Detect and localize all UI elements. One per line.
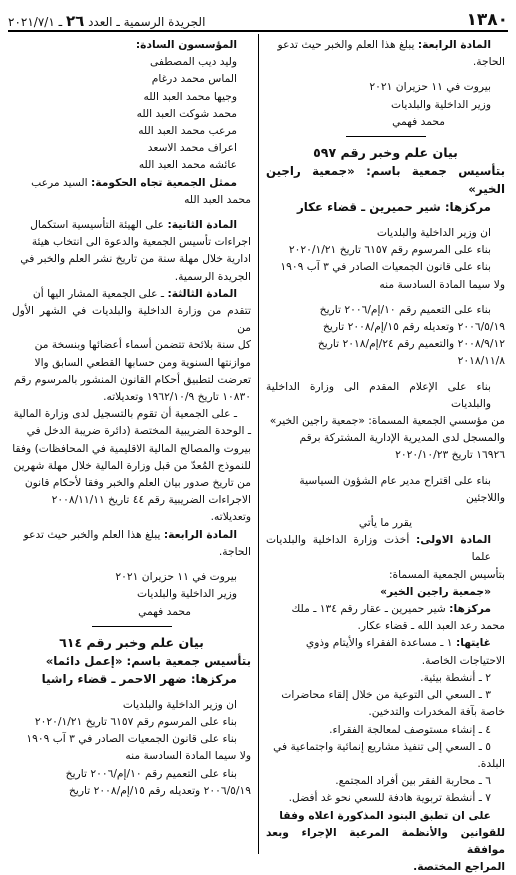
article-text: الجريدة الرسمية. [174,269,251,283]
article-text: يبلغ هذا العلم والخبر حيث تدعو [23,527,164,541]
signature-name: محمد فهمي [392,114,445,128]
representative-name: السيد مرعب [31,175,92,189]
goal-item: ٦ ـ محاربة الفقر بين أفراد المجتمع. [335,774,491,788]
condition-line: على ان تطبق البنود المذكورة اعلاه وفقا [279,808,491,822]
signature-name: محمد فهمي [138,604,191,618]
goal-item: ١ ـ مساعدة الفقراء والأيتام وذوي [305,636,456,650]
paragraph-line: بناء على التعميم رقم ١٠/إم/٢٠٠٦ تاريخ [319,302,491,316]
notice-headquarters: مركزها: ضهر الاحمر ـ قضاء راشيا [41,671,237,686]
notice-association: بتأسيس جمعية باسم: «جمعية راجين الخير» [266,164,505,197]
goal-item: ٤ ـ إنشاء مستوصف لمعالجة الفقراء. [329,722,491,736]
paragraph-line: ٢٠٠٦/٥/١٩ وتعديله رقم ١٥/إم/٢٠٠٨ تاريخ [322,320,505,334]
article-text: يبلغ هذا العلم والخبر حيث تدعو [277,38,418,51]
representative-label: ممثل الجمعية تجاه الحكومة: [91,175,237,189]
minister-line: ان وزير الداخلية والبلديات [376,226,491,240]
article-text: تتقدم من وزارة الداخلية والبلديات في الشهر الأول من [12,304,251,335]
article-text: الاجراءات الضريبية رقم ٤٤ تاريخ ٢٠٠٨/١١/١١ [51,493,251,507]
paragraph-line: والمسجل لدى المديرية الإدارية المشتركة برقم [299,431,505,445]
goal-item: ٣ ـ السعي الى التوعية من خلال إلقاء محاضرات [281,688,491,702]
article-title: المادة الرابعة: [163,527,237,541]
founder-name: عائشه محمد العبد الله [138,158,237,172]
paragraph-line: بناء على الإعلام المقدم الى وزارة الداخلية والبلديات [266,379,491,410]
paragraph-line: بناء على المرسوم رقم ٦١٥٧ تاريخ ٢٠٢٠/١/٢١ [34,714,237,728]
article-title: المادة الرابعة: [417,38,491,51]
right-column [263,34,508,874]
decides-line: يقرر ما يأتي [358,516,413,530]
paragraph-line: من مؤسسي الجمعية المسماة: «جمعية راجين الخير» [269,414,505,428]
founder-name: اعراف محمد الاسعد [147,141,237,155]
paragraph-line: ٢٠١٨/١١/٨ [457,354,505,368]
goals-label: غايتها: [455,636,491,650]
article-text: ـ على الجمعية المشار اليها أن [32,286,168,300]
paragraph-line: بناء على المرسوم رقم ٦١٥٧ تاريخ ٢٠٢٠/١/٢١ [288,243,491,257]
article-text: الحاجة. [218,544,251,558]
article-title: المادة الاولى: [415,533,491,547]
article-text: ـ على الجمعية أن تقوم بالتسجيل لدى وزارة المالية [13,407,237,421]
founder-name: محمد شوكت العبد الله [136,106,237,120]
left-column [9,34,254,854]
founder-name: الماس محمد درغام [151,72,237,86]
paragraph-line: بناء على قانون الجمعيات الصادر في ٣ آب ١٩٠٩ [280,260,491,274]
page-number: ١٣٨٠ [466,10,508,30]
paragraph-line: بناء على اقتراح مدير عام الشؤون السياسية [299,473,491,487]
paragraph-line: بناء على التعميم رقم ١٠/إم/٢٠٠٦ تاريخ [65,766,237,780]
paragraph-line: ولا سيما المادة السادسة منه [125,749,251,763]
association-name: «جمعية راجين الخير» [380,584,491,598]
headquarters-text: شير حميرين ـ عقار رقم ١٣٤ ـ ملك [291,602,450,616]
condition-line: للقوانين والأنظمة المرعية الإجراء وبعد موافقة [266,825,505,856]
paragraph-line: ١٦٩٢٦ تاريخ ٢٠٢٠/١٠/٢٣ [395,448,505,462]
founders-title: المؤسسون السادة: [135,38,237,51]
notice-headquarters: مركزها: شير حميرين ـ قضاء عكار [296,200,491,215]
article-text: أخذت وزارة الداخلية والبلديات علما [266,533,491,564]
paragraph-line: بناء على قانون الجمعيات الصادر في ٣ آب ١٩٠٩ [26,732,237,746]
condition-line: المراجع المختصة. [413,860,505,874]
article-text: ١٠٨٣٠ تاريخ ١٩٦٢/١٠/٩ وتعديلاته. [103,390,251,404]
column-divider [258,34,259,854]
paragraph-line: ٢٠٠٦/٥/١٩ وتعديله رقم ١٥/إم/٢٠٠٨ تاريخ [68,783,251,797]
article-text: اجراءات تأسيس الجمعية والدعوة الى انتخاب هيئة [31,235,251,249]
notice-title: بيان علم وخبر رقم ٥٩٧ [313,145,458,161]
journal-header [8,12,205,30]
article-text: وتعديلاته. [210,510,251,524]
article-text: الحاجة. [472,55,505,69]
issue-number: ٢٦ [65,12,85,30]
separator [346,136,426,137]
headquarters-text: محمد رعد العبد الله ـ قضاء عكار. [357,619,505,633]
article-text: تعرضت لتطبيق أحكام القانون المنشور بالمرسوم رقم [13,372,251,386]
representative-name: محمد العبد الله [184,192,251,206]
signature-date: بيروت في ١١ حزيران ٢٠٢١ [115,570,237,584]
founder-name: وجيها محمد العبد الله [143,89,237,103]
paragraph-line: واللاجئين [466,490,505,504]
article-text: موازنتها السنوية ومن حسابها القطعي السابق والا [34,355,251,369]
article-text: بتأسيس الجمعية المسماة: [388,567,505,581]
article-text: كل سنة بلائحة تتضمن أسماء أعضائها وبنسخة من [34,338,251,352]
paragraph-line: ٢٠٠٨/٩/١٢ والتعميم رقم ٢٤/إم/٢٠١٨ تاريخ [317,337,505,351]
founder-name: مرعب محمد العبد الله [138,124,237,138]
article-text: ـ الوحدة الضريبية المختصة (دائرة ضريبة الدخل في [26,424,251,438]
goal-item: ٢ ـ أنشطة بيئية. [420,670,491,684]
goal-item: ٥ ـ السعي إلى تنفيذ مشاريع إنمائية واجتماعية في [273,739,491,753]
signature-title: وزير الداخلية والبلديات [391,97,491,111]
notice-title: بيان علم وخبر رقم ٦١٤ [59,634,204,650]
goal-item: البلدة. [477,756,505,770]
goal-item: خاصة بآفة المخدرات والتدخين. [368,705,505,719]
goal-item: الاحتياجات الخاصة. [421,653,505,667]
headquarters-label: مركزها: [449,602,491,616]
page-header [8,6,508,32]
notice-association: بتأسيس جمعية باسم: «إعمل دائما» [45,653,251,668]
signature-title: وزير الداخلية والبلديات [137,587,237,601]
article-text: من تاريخ صدور بيان العلم والخبر وفقا لأحكام قانون [24,476,251,490]
article-text: بيروت والمصالح المالية الاقليمية في المحافظات) وفقا [12,441,251,455]
founder-name: وليد ديب المصطفى [149,55,237,69]
paragraph-line: ولا سيما المادة السادسة منه [379,277,505,291]
columns [8,34,508,874]
article-text: للنموذج المُعدّ من قبل وزارة المالية خلال مهلة شهرين [13,458,251,472]
journal-name: الجريدة الرسمية ـ العدد [88,15,206,29]
article-text: على الهيئة التأسيسية استكمال [30,218,168,232]
separator [92,626,172,627]
article-text: ادارية خلال مهلة سنة من تاريخ نشر العلم والخبر في [20,252,251,266]
signature-date: بيروت في ١١ حزيران ٢٠٢١ [369,80,491,94]
issue-date: ـ ٢٠٢١/٧/١ [8,15,63,29]
minister-line: ان وزير الداخلية والبلديات [122,697,237,711]
article-title: المادة الثانية: [167,218,237,232]
article-title: المادة الثالثة: [167,286,237,300]
goal-item: ٧ ـ أنشطة تربوية هادفة للسعي نحو غد أفضل. [288,791,491,805]
